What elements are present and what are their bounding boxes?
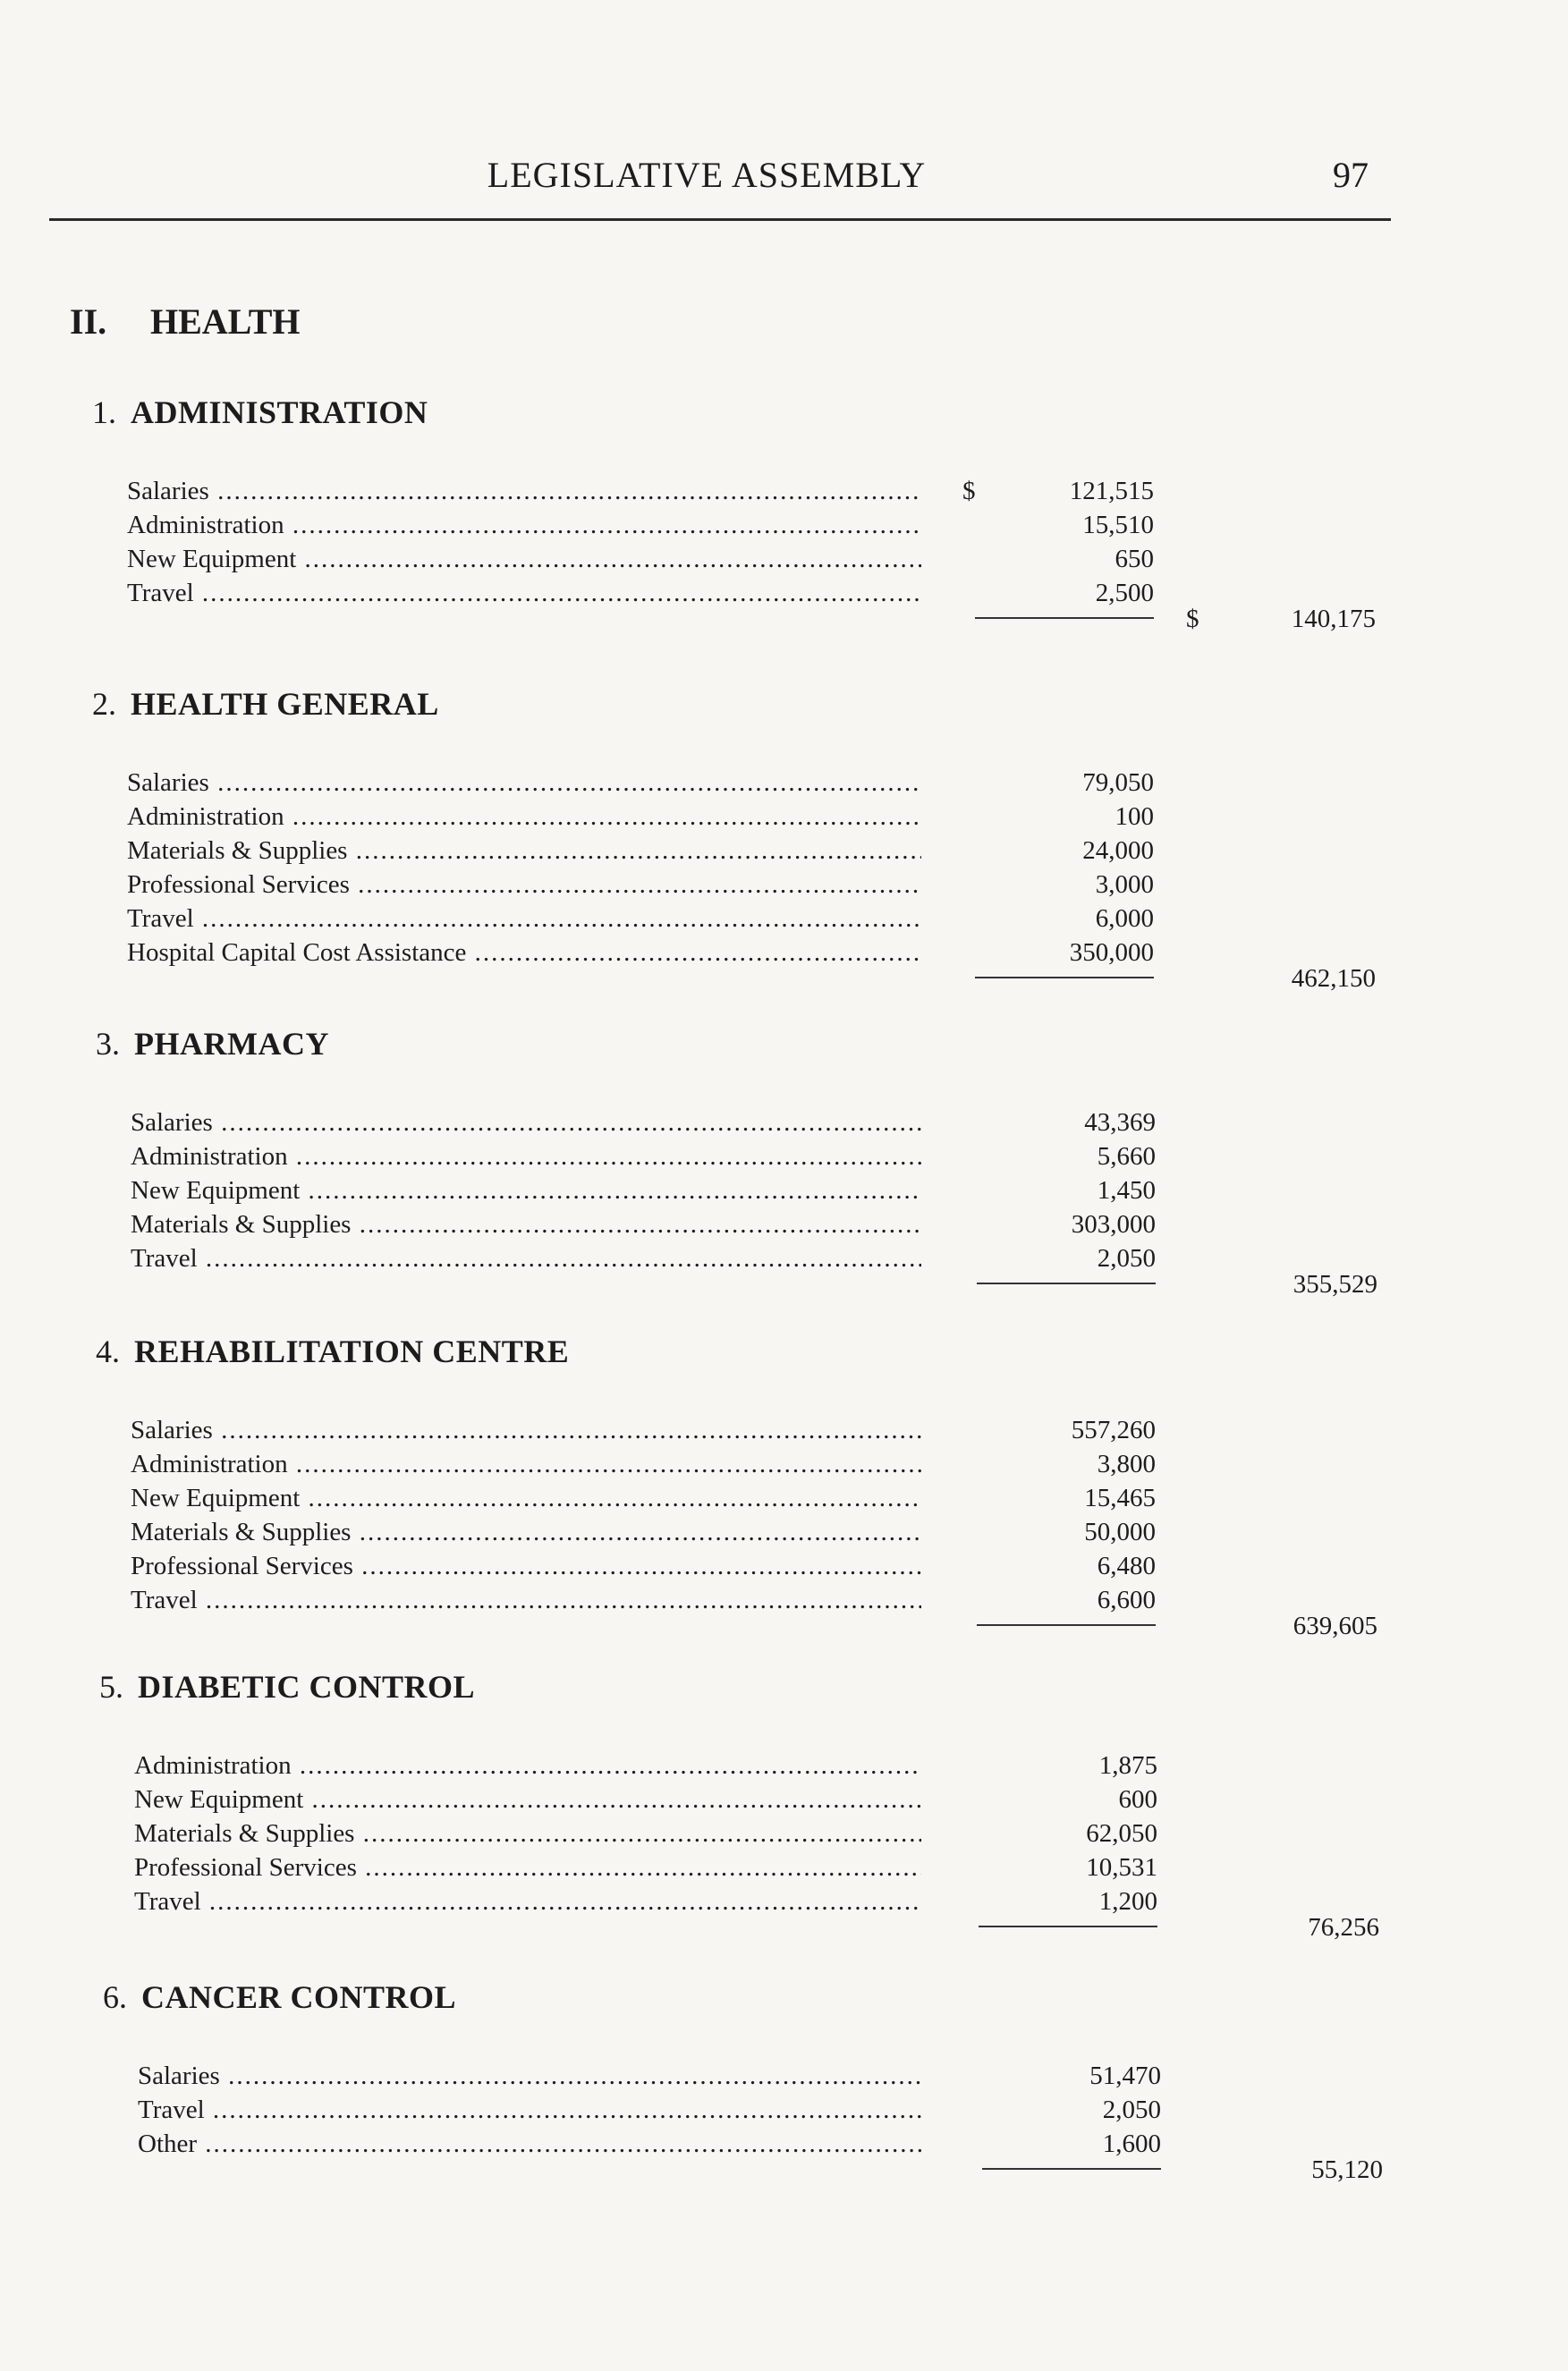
line-item: [68, 508, 1431, 542]
section: [79, 1978, 1431, 2184]
section-heading: [72, 1333, 1431, 1383]
line-item-amount: 303,000: [1071, 1210, 1156, 1239]
line-item: [68, 474, 1431, 508]
line-item: [68, 834, 1431, 868]
section: [72, 1333, 1431, 1640]
section-total: 140,175: [1291, 605, 1376, 633]
line-item-label: Materials & Supplies .....: [127, 834, 921, 868]
subtotal-rule: [979, 1926, 1157, 1927]
page-number: 97: [1333, 155, 1369, 195]
currency-symbol: $: [1186, 605, 1199, 633]
section-title: REHABILITATION CENTRE: [134, 1334, 570, 1369]
line-item-label: Travel .....: [138, 2093, 921, 2127]
line-items: [68, 474, 1431, 610]
line-item-label: Other .....: [138, 2127, 921, 2161]
line-item: [72, 1173, 1431, 1207]
line-items: [79, 2059, 1431, 2161]
line-item: [72, 1105, 1431, 1139]
line-item: [72, 1139, 1431, 1173]
line-items: [68, 766, 1431, 970]
line-item-label: Professional Services .....: [127, 868, 921, 902]
line-item-amount: 600: [1118, 1785, 1157, 1814]
section-total: 462,150: [1291, 964, 1376, 993]
line-item-amount: 650: [1115, 545, 1154, 573]
section-total: 55,120: [1311, 2155, 1383, 2184]
line-item: [72, 1481, 1431, 1515]
line-item: [72, 1447, 1431, 1481]
subtotal-rule: [975, 617, 1154, 619]
line-item-label: New Equipment .....: [134, 1782, 921, 1816]
line-item-label: New Equipment .....: [131, 1481, 921, 1515]
line-item-amount: 3,000: [1095, 870, 1154, 899]
line-item-amount: 2,050: [1102, 2096, 1161, 2124]
line-item-amount: 2,050: [1097, 1244, 1156, 1273]
line-item-amount: 557,260: [1071, 1416, 1156, 1444]
section-title: PHARMACY: [134, 1026, 329, 1062]
section: [68, 685, 1431, 993]
line-items: [75, 1749, 1431, 1918]
line-item: [68, 766, 1431, 800]
line-items: [72, 1105, 1431, 1275]
line-item-amount: 1,200: [1098, 1887, 1157, 1916]
section-title: HEALTH GENERAL: [131, 686, 439, 722]
line-item-amount: 51,470: [1089, 2062, 1161, 2090]
line-item-label: Administration .....: [131, 1447, 921, 1481]
line-item-label: Salaries .....: [127, 766, 921, 800]
section: [75, 1668, 1431, 1942]
section-heading: [68, 685, 1431, 735]
line-item: [72, 1549, 1431, 1583]
line-item-amount: 3,800: [1097, 1450, 1156, 1478]
subtotal-rule: [975, 977, 1154, 978]
line-item-amount: 50,000: [1084, 1518, 1156, 1546]
line-item-label: Administration .....: [127, 800, 921, 834]
section-title: CANCER CONTROL: [141, 1979, 457, 2015]
line-item-label: Travel .....: [127, 902, 921, 936]
line-item-amount: 350,000: [1069, 938, 1154, 967]
line-item-label: New Equipment .....: [131, 1173, 921, 1207]
section-title: ADMINISTRATION: [131, 394, 428, 430]
section-title: DIABETIC CONTROL: [138, 1669, 476, 1705]
section-number: 5.: [99, 1669, 123, 1705]
line-item: [68, 868, 1431, 902]
line-item: [72, 1207, 1431, 1241]
line-item-amount: 2,500: [1095, 579, 1154, 607]
header-rule: [49, 218, 1391, 221]
line-item-amount: 5,660: [1097, 1142, 1156, 1171]
section-number: 1.: [92, 394, 116, 430]
line-item-amount: 79,050: [1082, 768, 1154, 797]
line-item-amount: 43,369: [1084, 1108, 1156, 1137]
line-item-label: Administration .....: [134, 1749, 921, 1782]
line-item: [72, 1413, 1431, 1447]
part-title: HEALTH: [150, 301, 301, 342]
section: [68, 394, 1431, 633]
line-item-label: Travel .....: [134, 1884, 921, 1918]
section-heading: [72, 1025, 1431, 1075]
line-item-label: Travel .....: [131, 1583, 921, 1617]
line-item: [75, 1749, 1431, 1782]
line-item-amount: 6,480: [1097, 1552, 1156, 1580]
section-number: 4.: [96, 1334, 120, 1369]
running-title: LEGISLATIVE ASSEMBLY: [487, 155, 927, 195]
subtotal-rule: [977, 1283, 1156, 1284]
line-item-label: Salaries .....: [131, 1413, 921, 1447]
line-item-amount: 1,600: [1102, 2130, 1161, 2158]
line-item-amount: 10,531: [1086, 1853, 1157, 1882]
line-item-label: Professional Services .....: [134, 1850, 921, 1884]
section-heading: [75, 1668, 1431, 1718]
page-header: [0, 0, 1568, 233]
line-item: [72, 1515, 1431, 1549]
section: [72, 1025, 1431, 1299]
line-item-amount: 62,050: [1086, 1819, 1157, 1848]
line-item-amount: 100: [1115, 802, 1154, 831]
line-item: [75, 1782, 1431, 1816]
section-total: 639,605: [1293, 1612, 1377, 1640]
line-item-amount: 121,515: [1069, 477, 1154, 505]
line-item-label: Salaries .....: [127, 474, 921, 508]
line-item-label: New Equipment .....: [127, 542, 921, 576]
part-heading: [70, 301, 300, 343]
line-item: [68, 542, 1431, 576]
subtotal-rule: [982, 2168, 1161, 2170]
line-item-label: Salaries .....: [138, 2059, 921, 2093]
line-item: [79, 2059, 1431, 2093]
line-item: [68, 800, 1431, 834]
line-item: [68, 902, 1431, 936]
section-number: 2.: [92, 686, 116, 722]
section-total: 76,256: [1308, 1913, 1379, 1942]
line-item: [75, 1850, 1431, 1884]
line-item: [79, 2093, 1431, 2127]
line-item-amount: 24,000: [1082, 836, 1154, 865]
line-item-label: Professional Services .....: [131, 1549, 921, 1583]
line-item-amount: 1,450: [1097, 1176, 1156, 1205]
line-items: [72, 1413, 1431, 1617]
line-item-label: Materials & Supplies .....: [131, 1207, 921, 1241]
currency-symbol: $: [962, 477, 976, 505]
line-item-amount: 15,465: [1084, 1484, 1156, 1512]
line-item: [75, 1816, 1431, 1850]
line-item-amount: 6,600: [1097, 1586, 1156, 1614]
line-item-amount: 15,510: [1082, 511, 1154, 539]
part-numeral: II.: [70, 301, 107, 342]
section-number: 3.: [96, 1026, 120, 1062]
subtotal-rule: [977, 1624, 1156, 1626]
line-item-label: Salaries .....: [131, 1105, 921, 1139]
line-item-label: Administration .....: [131, 1139, 921, 1173]
line-item-amount: 1,875: [1098, 1751, 1157, 1780]
section-total: 355,529: [1293, 1270, 1377, 1299]
line-item-label: Travel .....: [131, 1241, 921, 1275]
line-item-label: Materials & Supplies .....: [134, 1816, 921, 1850]
section-heading: [68, 394, 1431, 444]
line-item-label: Travel .....: [127, 576, 921, 610]
line-item-label: Materials & Supplies .....: [131, 1515, 921, 1549]
line-item-amount: 6,000: [1095, 904, 1154, 933]
line-item-label: Administration .....: [127, 508, 921, 542]
section-number: 6.: [103, 1979, 127, 2015]
section-heading: [79, 1978, 1431, 2028]
line-item-label: Hospital Capital Cost Assistance .....: [127, 936, 921, 970]
